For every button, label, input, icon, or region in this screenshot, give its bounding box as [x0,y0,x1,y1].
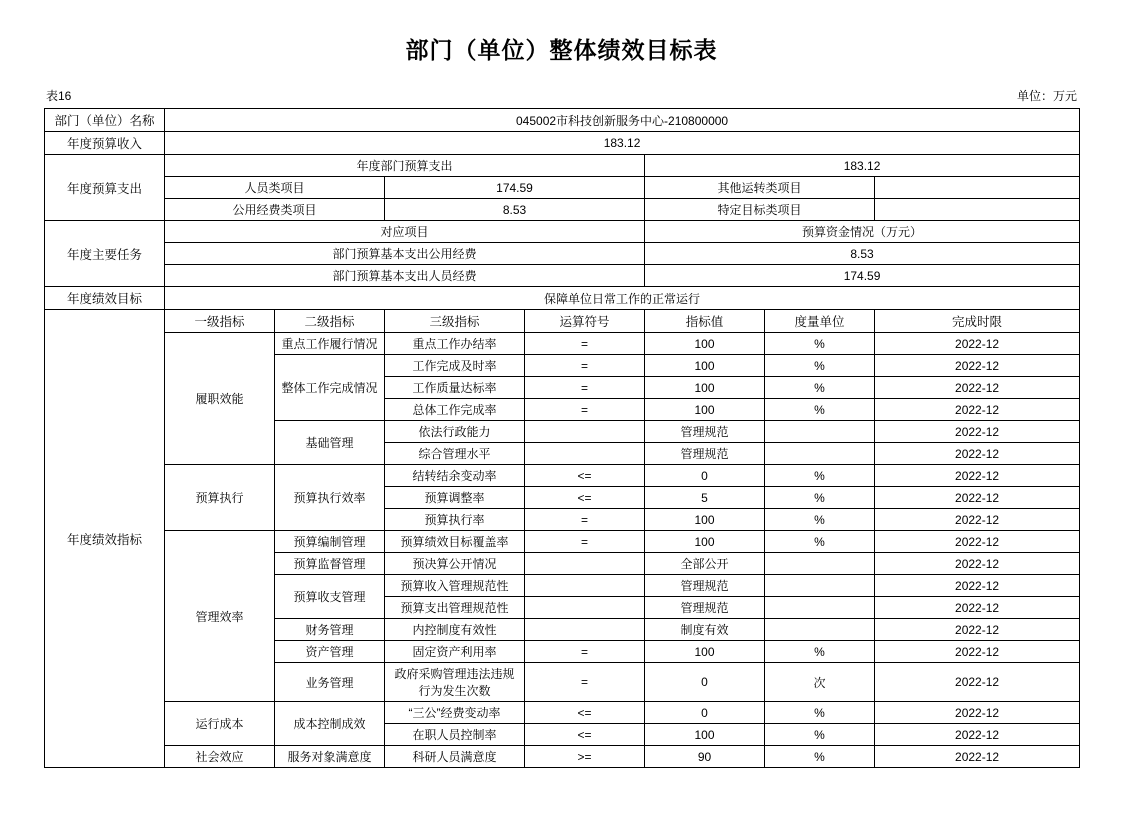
indicator-deadline: 2022-12 [875,663,1080,702]
col-header-level1: 一级指标 [165,310,275,333]
indicator-deadline: 2022-12 [875,355,1080,377]
task2-value: 174.59 [645,265,1080,287]
col-header-level2: 二级指标 [275,310,385,333]
indicator-row [45,746,1080,768]
indicator-deadline: 2022-12 [875,531,1080,553]
indicator-value: 100 [645,641,765,663]
indicator-value: 管理规范 [645,443,765,465]
indicator-deadline: 2022-12 [875,702,1080,724]
col-header-value: 指标值 [645,310,765,333]
indicator-unit [765,597,875,619]
indicator-value: 100 [645,509,765,531]
indicator-operator [525,575,645,597]
indicator-deadline: 2022-12 [875,619,1080,641]
indicator-deadline: 2022-12 [875,377,1080,399]
indicator-level3: 科研人员满意度 [385,746,525,768]
indicator-unit: % [765,399,875,421]
indicator-value: 100 [645,377,765,399]
indicator-unit [765,443,875,465]
indicator-deadline: 2022-12 [875,575,1080,597]
table-row [45,155,1080,177]
indicator-value: 0 [645,465,765,487]
indicator-value: 5 [645,487,765,509]
indicator-level2: 预算编制管理 [275,531,385,553]
indicator-deadline: 2022-12 [875,641,1080,663]
indicator-unit: % [765,724,875,746]
indicator-value: 管理规范 [645,421,765,443]
indicator-unit: % [765,702,875,724]
indicator-value: 0 [645,663,765,702]
table-body [45,109,1080,768]
indicator-unit [765,421,875,443]
indicator-value: 90 [645,746,765,768]
task1-label: 部门预算基本支出公用经费 [165,243,645,265]
indicator-level3: 预算收入管理规范性 [385,575,525,597]
dept-budget-expense-value: 183.12 [645,155,1080,177]
indicator-unit: % [765,509,875,531]
indicator-deadline: 2022-12 [875,597,1080,619]
annual-goal-label: 年度绩效目标 [45,287,165,310]
indicator-operator: <= [525,487,645,509]
corresponding-project-label: 对应项目 [165,221,645,243]
indicator-operator: = [525,333,645,355]
task2-label: 部门预算基本支出人员经费 [165,265,645,287]
indicator-deadline: 2022-12 [875,553,1080,575]
indicator-level1: 履职效能 [165,333,275,465]
indicator-level2: 业务管理 [275,663,385,702]
indicator-level3: “三公”经费变动率 [385,702,525,724]
indicator-level1: 预算执行 [165,465,275,531]
indicator-level2: 预算收支管理 [275,575,385,619]
indicator-operator: = [525,399,645,421]
indicator-unit: % [765,641,875,663]
indicator-operator: = [525,377,645,399]
indicator-operator: = [525,509,645,531]
table-row [45,199,1080,221]
indicator-level2: 预算执行效率 [275,465,385,531]
main-tasks-label: 年度主要任务 [45,221,165,287]
col-header-operator: 运算符号 [525,310,645,333]
indicator-unit: % [765,487,875,509]
indicator-row [45,333,1080,355]
indicator-operator: = [525,531,645,553]
annual-expense-label: 年度预算支出 [45,155,165,221]
indicator-value: 100 [645,724,765,746]
table-row [45,177,1080,199]
indicator-level3: 固定资产利用率 [385,641,525,663]
indicator-deadline: 2022-12 [875,509,1080,531]
page-title: 部门（单位）整体绩效目标表 [405,37,718,63]
indicator-value: 制度有效 [645,619,765,641]
indicator-operator [525,619,645,641]
indicator-level3: 工作完成及时率 [385,355,525,377]
indicator-unit: % [765,377,875,399]
indicator-deadline: 2022-12 [875,746,1080,768]
table-row [45,132,1080,155]
indicator-deadline: 2022-12 [875,333,1080,355]
specific-target-label: 特定目标类项目 [645,199,875,221]
indicator-unit [765,575,875,597]
indicator-value: 100 [645,333,765,355]
annual-goal-value: 保障单位日常工作的正常运行 [165,287,1080,310]
indicator-level3: 重点工作办结率 [385,333,525,355]
indicator-deadline: 2022-12 [875,487,1080,509]
indicator-row [45,465,1080,487]
indicator-level2: 财务管理 [275,619,385,641]
indicator-unit: % [765,465,875,487]
meta-row [44,87,1079,108]
indicator-unit: % [765,333,875,355]
indicator-level3: 政府采购管理违法违规行为发生次数 [385,663,525,702]
indicator-operator: >= [525,746,645,768]
budget-funds-label: 预算资金情况（万元） [645,221,1080,243]
indicator-level3: 综合管理水平 [385,443,525,465]
unit-note: 单位：万元 [1016,89,1077,103]
indicator-level1: 运行成本 [165,702,275,746]
indicator-level2: 整体工作完成情况 [275,355,385,421]
indicator-value: 管理规范 [645,597,765,619]
indicator-level3: 工作质量达标率 [385,377,525,399]
indicator-operator [525,443,645,465]
indicator-operator: <= [525,465,645,487]
indicator-unit [765,553,875,575]
indicator-level1: 管理效率 [165,531,275,702]
col-header-unit: 度量单位 [765,310,875,333]
indicator-deadline: 2022-12 [875,465,1080,487]
indicator-deadline: 2022-12 [875,421,1080,443]
indicator-deadline: 2022-12 [875,399,1080,421]
indicator-operator: = [525,663,645,702]
indicator-value: 100 [645,399,765,421]
indicator-deadline: 2022-12 [875,443,1080,465]
indicator-unit [765,619,875,641]
indicator-unit: % [765,355,875,377]
indicator-value: 100 [645,355,765,377]
task1-value: 8.53 [645,243,1080,265]
indicator-level3: 预算执行率 [385,509,525,531]
indicator-level2: 成本控制成效 [275,702,385,746]
indicator-level3: 预算支出管理规范性 [385,597,525,619]
indicator-level3: 依法行政能力 [385,421,525,443]
indicator-value: 0 [645,702,765,724]
indicator-deadline: 2022-12 [875,724,1080,746]
indicator-level2: 基础管理 [275,421,385,465]
col-header-level3: 三级指标 [385,310,525,333]
performance-target-table [44,108,1080,768]
personnel-label: 人员类项目 [165,177,385,199]
indicator-row [45,531,1080,553]
specific-target-value [875,199,1080,221]
indicator-level2: 服务对象满意度 [275,746,385,768]
indicator-level2: 资产管理 [275,641,385,663]
table-number: 表16 [46,89,72,103]
indicator-header-row [45,310,1080,333]
indicator-operator [525,421,645,443]
indicator-operator: <= [525,702,645,724]
indicator-unit: % [765,531,875,553]
other-operating-value [875,177,1080,199]
indicator-level3: 在职人员控制率 [385,724,525,746]
indicator-level3: 预算调整率 [385,487,525,509]
indicator-level2: 预算监督管理 [275,553,385,575]
indicator-level3: 内控制度有效性 [385,619,525,641]
indicator-operator: <= [525,724,645,746]
indicator-level3: 总体工作完成率 [385,399,525,421]
table-row [45,265,1080,287]
indicator-value: 管理规范 [645,575,765,597]
table-row [45,221,1080,243]
col-header-deadline: 完成时限 [875,310,1080,333]
personnel-value: 174.59 [385,177,645,199]
indicator-level1: 社会效应 [165,746,275,768]
indicator-row [45,702,1080,724]
annual-income-label: 年度预算收入 [45,132,165,155]
table-row [45,243,1080,265]
table-row [45,109,1080,132]
indicator-operator: = [525,355,645,377]
table-row [45,287,1080,310]
document-page [0,32,1123,826]
indicator-operator [525,553,645,575]
indicator-value: 全部公开 [645,553,765,575]
indicator-level3: 结转结余变动率 [385,465,525,487]
indicators-label: 年度绩效指标 [45,310,165,768]
other-operating-label: 其他运转类项目 [645,177,875,199]
public-funds-value: 8.53 [385,199,645,221]
indicator-level3: 预算绩效目标覆盖率 [385,531,525,553]
dept-name-value: 045002市科技创新服务中心-210800000 [165,109,1080,132]
indicator-unit: % [765,746,875,768]
public-funds-label: 公用经费类项目 [165,199,385,221]
dept-name-label: 部门（单位）名称 [45,109,165,132]
indicator-value: 100 [645,531,765,553]
indicator-operator [525,597,645,619]
annual-income-value: 183.12 [165,132,1080,155]
indicator-level3: 预决算公开情况 [385,553,525,575]
indicator-operator: = [525,641,645,663]
indicator-level2: 重点工作履行情况 [275,333,385,355]
dept-budget-expense-label: 年度部门预算支出 [165,155,645,177]
indicator-unit: 次 [765,663,875,702]
